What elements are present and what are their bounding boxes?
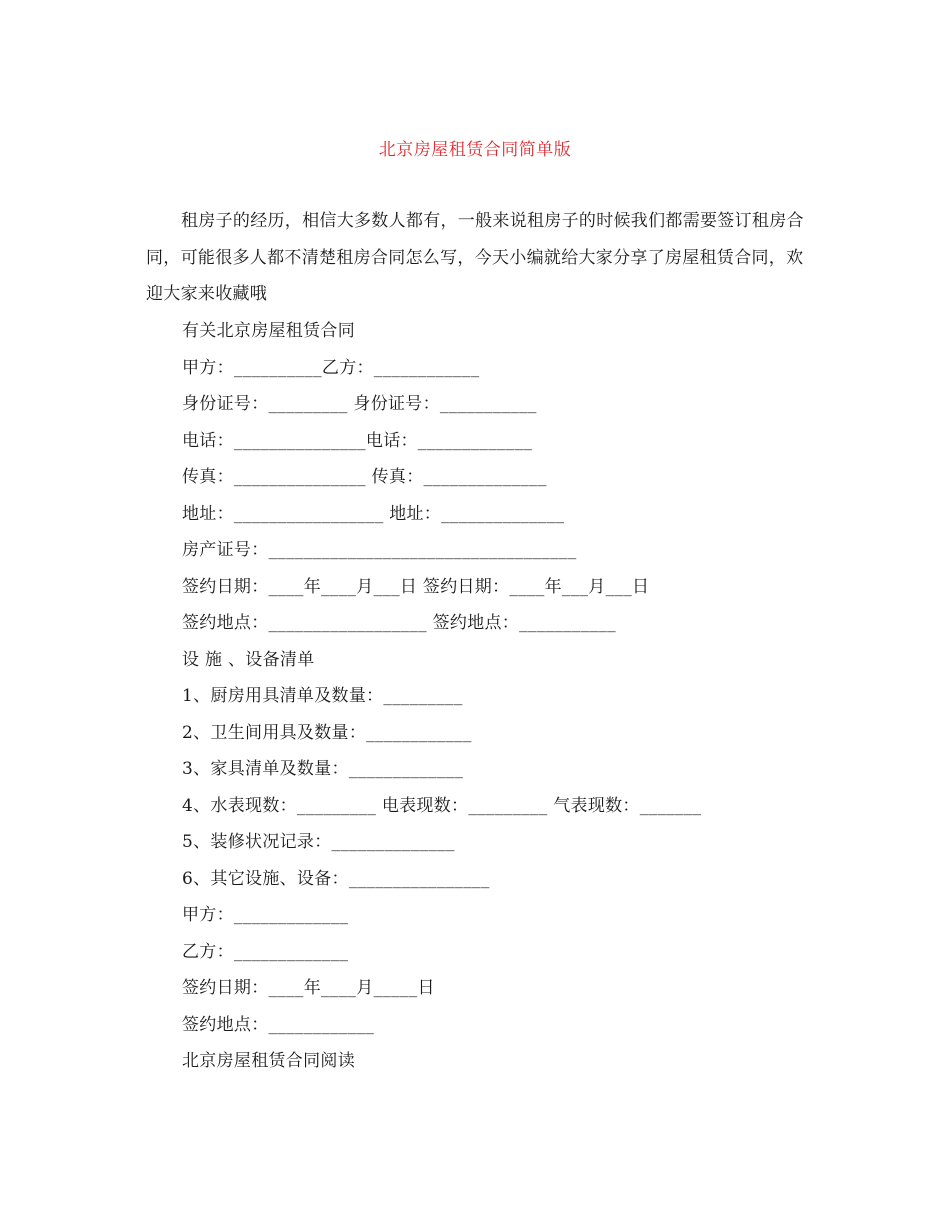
party-a-signature: 甲方：_____________ (182, 905, 349, 925)
party-line: 甲方：__________乙方：____________ (182, 357, 480, 378)
id-number-line: 身份证号：_________ 身份证号：___________ (182, 394, 537, 414)
fax-line: 传真：_______________ 传真：______________ (182, 467, 547, 487)
decoration-item: 5、装修状况记录：______________ (182, 832, 455, 852)
reading-heading: 北京房屋租赁合同阅读 (182, 1051, 355, 1071)
final-sign-date: 签约日期：____年____月_____日 (182, 978, 435, 998)
final-sign-place: 签约地点：____________ (182, 1014, 375, 1035)
document-title: 北京房屋租赁合同简单版 (378, 140, 572, 160)
bathroom-item: 2、卫生间用具及数量：____________ (182, 722, 472, 743)
sign-date-line: 签约日期：____年____月___日 签约日期：____年___月___日 (182, 576, 650, 597)
meter-reading-item: 4、水表现数：_________ 电表现数：_________ 气表现数：_______ (182, 795, 702, 816)
other-facilities-item: 6、其它设施、设备：________________ (182, 868, 490, 889)
address-line: 地址：_________________ 地址：______________ (182, 503, 565, 524)
phone-line: 电话：_______________电话：_____________ (182, 430, 533, 451)
party-b-signature: 乙方：_____________ (182, 941, 349, 962)
sign-place-line: 签约地点：__________________ 签约地点：___________ (182, 613, 616, 633)
contract-body (182, 313, 822, 1080)
property-cert-line: 房产证号：___________________________________ (182, 540, 577, 560)
kitchen-item: 1、厨房用具清单及数量：_________ (182, 686, 463, 706)
intro-paragraph: 租房子的经历，相信大多数人都有，一般来说租房子的时候我们都需要签订租房合同，可能很多人都不清楚租房合同怎么写，今天小编就给大家分享了房屋租赁合同，欢迎大家来收藏哦 (146, 211, 804, 304)
facilities-heading: 设 施 、设备清单 (182, 649, 315, 670)
section-heading: 有关北京房屋租赁合同 (182, 321, 355, 341)
furniture-item: 3、家具清单及数量：_____________ (182, 759, 464, 779)
